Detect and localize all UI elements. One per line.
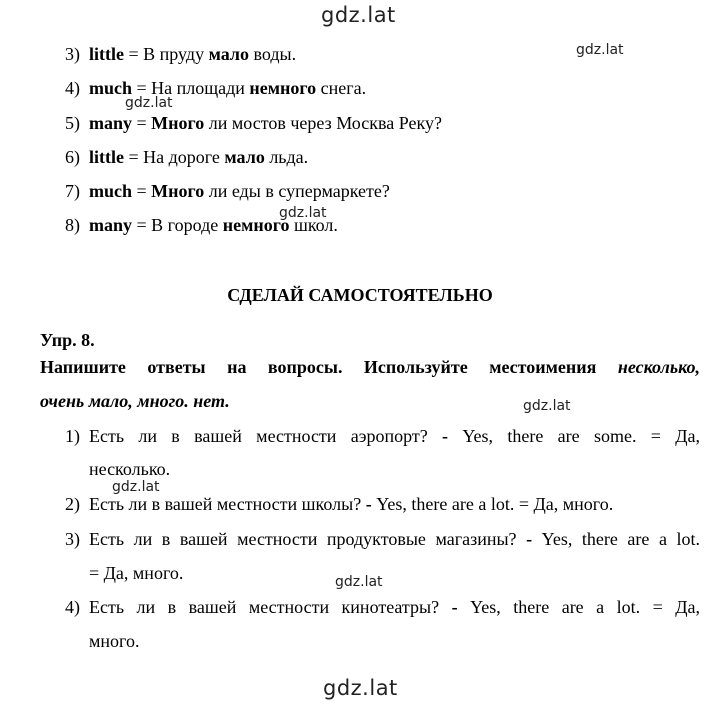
list-item: 8) many = В городе немного школ.	[65, 215, 338, 235]
exercise-title: Упр. 8.	[40, 330, 95, 350]
watermark-small: gdz.lat	[335, 574, 383, 590]
answer-line-cont: = Да, много.	[89, 563, 184, 583]
list-item: 4) much = На площади немного снега.	[65, 78, 367, 98]
section-heading: СДЕЛАЙ САМОСТОЯТЕЛЬНО	[227, 285, 493, 305]
watermark-small: gdz.lat	[279, 205, 327, 221]
list-item: 3) little = В пруду мало воды.	[65, 44, 297, 64]
watermark-bottom: gdz.lat	[323, 676, 398, 700]
answer-number: 4)	[65, 597, 80, 617]
exercise-instruction-cont: очень мало, много. нет.	[40, 391, 230, 411]
answer-line: Есть ли в вашей местности аэропорт? - Yes, there are some. = Да,	[89, 426, 700, 446]
answer-line-cont: несколько.	[89, 459, 171, 479]
list-item: 6) little = На дороге мало льда.	[65, 147, 309, 167]
answer-line: Есть ли в вашей местности школы? - Yes, there are a lot. = Да, много.	[89, 494, 614, 514]
watermark-small: gdz.lat	[112, 479, 160, 495]
watermark-top: gdz.lat	[321, 3, 396, 27]
answer-line: Есть ли в вашей местности продуктовые магазины? - Yes, there are a lot.	[89, 529, 700, 549]
answer-number: 2)	[65, 494, 80, 514]
exercise-instruction: Напишите ответы на вопросы. Используйте местоимения несколько,	[40, 357, 700, 377]
watermark-small: gdz.lat	[576, 42, 624, 58]
answer-line-cont: много.	[89, 631, 140, 651]
answer-line: Есть ли в вашей местности кинотеатры? - Yes, there are a lot. = Да,	[89, 597, 701, 617]
answer-number: 3)	[65, 529, 80, 549]
list-item: 5) many = Много ли мостов через Москва Реку?	[65, 113, 442, 133]
answer-number: 1)	[65, 426, 80, 446]
watermark-small: gdz.lat	[125, 95, 173, 111]
list-item: 7) much = Много ли еды в супермаркете?	[65, 181, 390, 201]
watermark-small: gdz.lat	[523, 398, 571, 414]
